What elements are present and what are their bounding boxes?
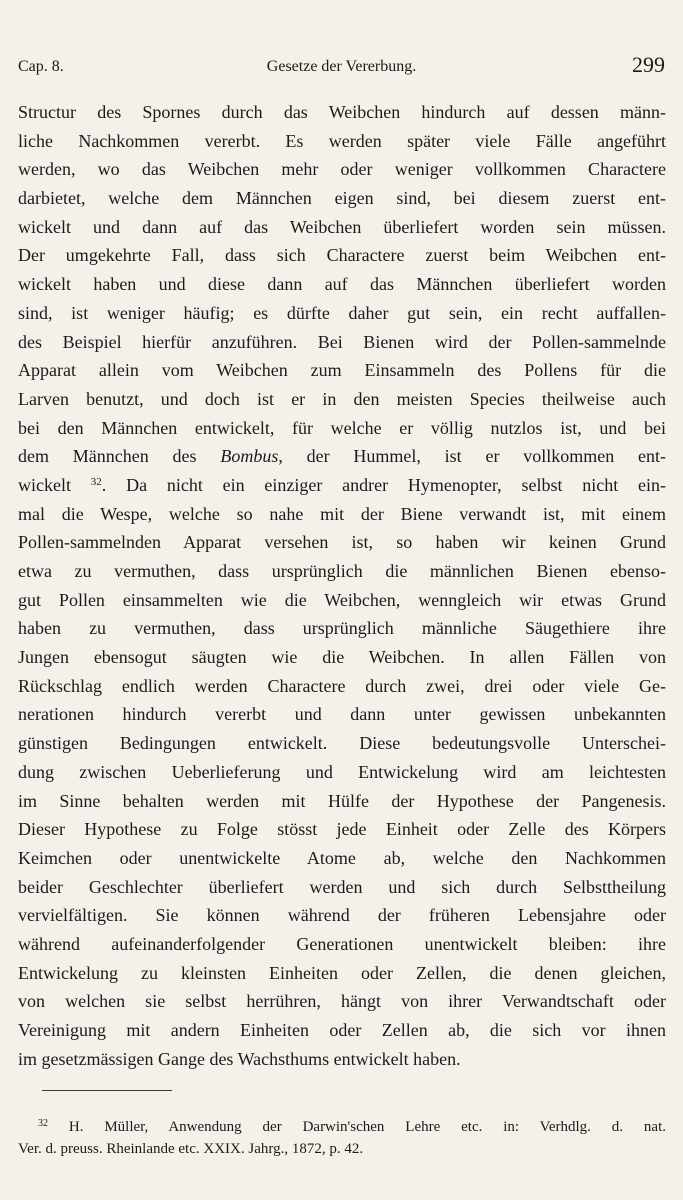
text-line: Pollen-sammelnden Apparat versehen ist, so haben wir keinen Grund — [18, 532, 666, 553]
text-line: von welchen sie selbst herrühren, hängt von ihrer Verwandtschaft oder — [18, 991, 666, 1012]
page-number: 299 — [632, 52, 665, 77]
text-line: vervielfältigen. Sie können während der früheren Lebensjahre oder — [18, 905, 666, 926]
genus-name: Bombus — [220, 446, 279, 467]
footnote — [18, 1116, 666, 1160]
text-line: dung zwischen Ueberlieferung und Entwickelung wird am leichtesten — [18, 761, 666, 782]
text-line: sind, ist weniger häufig; es dürfte daher gut sein, ein recht auffallen- — [18, 302, 666, 323]
text-line: nerationen hindurch vererbt und dann unter gewissen unbekannten — [18, 704, 666, 725]
text-line: etwa zu vermuthen, dass ursprünglich die männlichen Bienen ebenso- — [18, 561, 666, 581]
text-line: haben zu vermuthen, dass ursprünglich männliche Säugethiere ihre — [18, 618, 666, 639]
text-line: im gesetzmässigen Gange des Wachsthums entwickelt haben. — [18, 1048, 461, 1069]
running-header — [18, 52, 665, 82]
text-line — [18, 442, 666, 471]
text-segment: , der Hummel, ist er vollkommen ent- — [278, 446, 666, 467]
text-line: des Beispiel hierfür anzuführen. Bei Bienen wird der Pollen-sammelnde — [18, 331, 666, 352]
text-line: beider Geschlechter überliefert werden und sich durch Selbsttheilung — [18, 876, 666, 897]
text-line: bei den Männchen entwickelt, für welche er völlig nutzlos ist, und bei — [18, 417, 666, 438]
body-text — [18, 98, 666, 1073]
text-line: Vereinigung mit andern Einheiten oder Zellen ab, die sich vor ihnen — [18, 1020, 666, 1040]
text-line: Entwickelung zu kleinsten Einheiten oder Zellen, die denen gleichen, — [18, 962, 666, 983]
text-line: Structur des Spornes durch das Weibchen hindurch auf dessen männ- — [18, 102, 666, 122]
text-line: wickelt haben und diese dann auf das Männchen überliefert worden — [18, 274, 666, 295]
text-line: Dieser Hypothese zu Folge stösst jede Einheit oder Zelle des Körpers — [18, 819, 666, 840]
chapter-label: Cap. 8. — [18, 58, 64, 75]
text-line: wickelt und dann auf das Weibchen überliefert worden sein müssen. — [18, 216, 666, 237]
footnote-reference: 32 — [90, 475, 102, 488]
text-line: mal die Wespe, welche so nahe mit der Biene verwandt ist, mit einem — [18, 503, 666, 524]
text-line: Rückschlag endlich werden Charactere durch zwei, drei oder viele Ge- — [18, 675, 666, 696]
running-title: Gesetze der Vererbung. — [266, 58, 417, 75]
text-line: Larven benutzt, und doch ist er in den meisten Species theilweise auch — [18, 388, 666, 409]
text-line — [18, 471, 666, 500]
text-line: liche Nachkommen vererbt. Es werden später viele Fälle angeführt — [18, 130, 666, 151]
text-line: während aufeinanderfolgender Generationen unentwickelt bleiben: ihre — [18, 933, 666, 954]
text-line: werden, wo das Weibchen mehr oder weniger vollkommen Charactere — [18, 159, 666, 180]
text-line: Jungen ebensogut säugten wie die Weibchen. In allen Fällen von — [18, 647, 666, 668]
footnote-text: H. Müller, Anwendung der Darwin'schen Lehre etc. in: Verhdlg. d. nat. — [68, 1119, 666, 1135]
text-segment: dem Männchen des — [18, 446, 197, 467]
text-line: Keimchen oder unentwickelte Atome ab, welche den Nachkommen — [18, 847, 666, 868]
text-segment: . Da nicht ein einziger andrer Hymenopter, selbst nicht ein- — [101, 474, 666, 495]
text-line: darbietet, welche dem Männchen eigen sind, bei diesem zuerst ent- — [18, 188, 666, 209]
text-line: günstigen Bedingungen entwickelt. Diese bedeutungsvolle Unterschei- — [18, 733, 666, 754]
text-line: Apparat allein vom Weibchen zum Einsammeln des Pollens für die — [18, 360, 666, 381]
footnote-divider — [42, 1090, 172, 1091]
text-line: Der umgekehrte Fall, dass sich Charactere zuerst beim Weibchen ent- — [18, 245, 666, 266]
text-segment: wickelt — [18, 474, 71, 495]
text-line: gut Pollen einsammelten wie die Weibchen, wenngleich wir etwas Grund — [18, 589, 666, 610]
footnote-marker: 32 — [38, 1118, 48, 1129]
footnote-line: Ver. d. preuss. Rheinlande etc. XXIX. Jahrg., 1872, p. 42. — [18, 1141, 364, 1157]
text-line: im Sinne behalten werden mit Hülfe der Hypothese der Pangenesis. — [18, 790, 666, 811]
footnote-line — [18, 1116, 666, 1138]
